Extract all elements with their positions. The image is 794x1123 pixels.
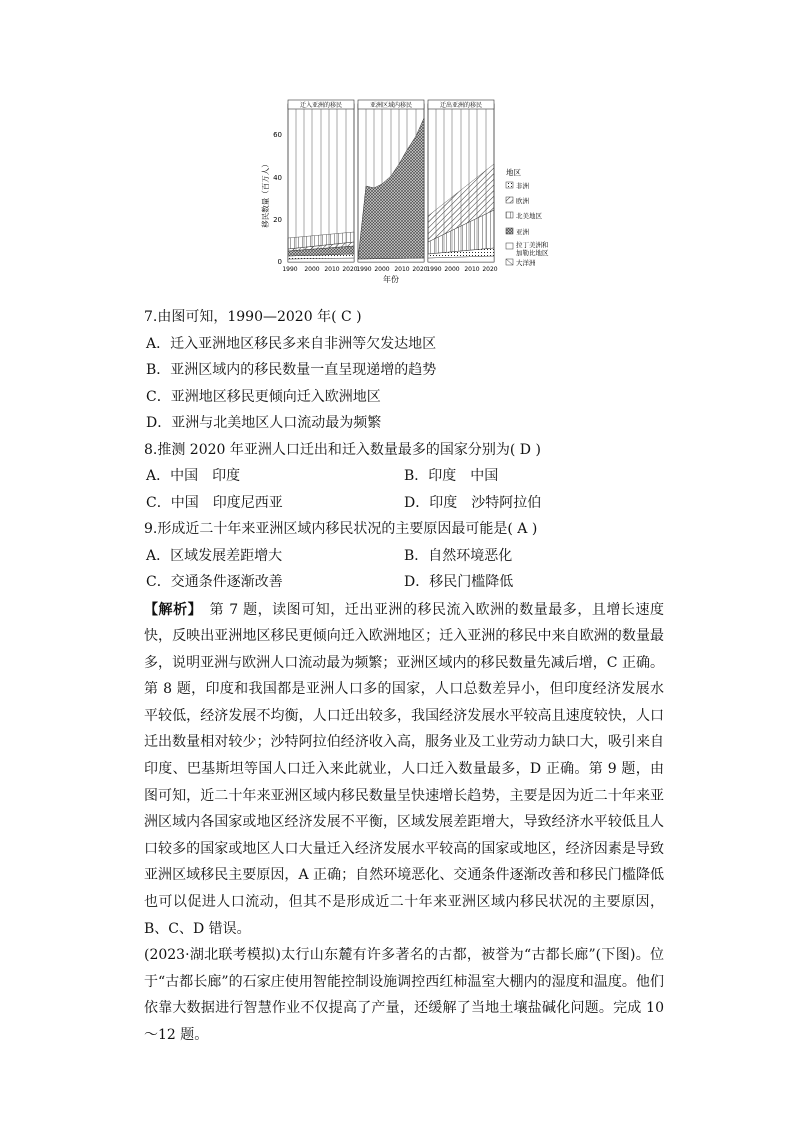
- q9-option-d: D．移民门槛降低: [404, 574, 514, 590]
- panel-title-3: 迁出亚洲的移民: [439, 102, 483, 109]
- legend-north-america: 北美地区: [516, 212, 542, 220]
- q8-option-a: A．中国 印度: [146, 468, 241, 484]
- q7-option-a: A．迁入亚洲地区移民多来自非洲等欠发达地区: [146, 335, 437, 352]
- migration-figure: [258, 98, 578, 298]
- x-tick: 1990: [356, 266, 372, 273]
- q9-option-c: C．交通条件逐渐改善: [146, 574, 283, 590]
- legend-latin-america-1: 拉丁美洲和: [516, 241, 549, 249]
- x-axis-label: 年份: [383, 275, 399, 284]
- migration-chart: [258, 98, 578, 298]
- x-tick: 2010: [394, 266, 410, 273]
- y-tick-20: 20: [273, 216, 282, 224]
- x-tick: 1990: [282, 266, 298, 273]
- q8-option-c: C．中国 印度尼西亚: [146, 494, 283, 511]
- analysis-text: 第 7 题，读图可知，迁出亚洲的移民流入欧洲的数量最多，且增长速度快，反映出亚洲地区移民更倾向迁入欧洲地区；迁入亚洲的移民中来自欧洲的数量最多，说明亚洲与欧洲人口流动最为频繁；亚洲区域内的移民数量先减后增，C 正确。第 8 题，印度和我国都是亚洲人口多的国家，人口总数差异小，但印度经济发展水平较低，经济发展不均衡，人口迁出较多，我国经济发展水平较高且速度较快，人口迁出数量相对较少；沙特阿拉伯经济收入高，服务业及工业劳动力缺口大，吸引来自印度、巴基斯坦等国人口迁入来此就业，人口迁入数量最多，D 正确。第 9 题，由图可知，近二十年来亚洲区域内移民数量呈快速增长趋势，主要是因为近二十年来亚洲区域内各国家或地区经济发展不平衡，区域发展差距增大，导致经济水平较低且人口较多的国家或地区人口大量迁入经济发展水平较高的国家或地区，经济因素是导致亚洲区域移民主要原因，A 正确；自然环境恶化、交通条件逐渐改善和移民门槛降低也可以促进人口流动，但其不是形成近二十年来亚洲区域内移民状况的主要原因，B、C、D 错误。: [144, 601, 665, 937]
- legend-europe: 欧洲: [516, 197, 529, 205]
- analysis-tag: 【解析】: [144, 601, 196, 618]
- q8-options-row-2: [144, 490, 664, 517]
- legend-latin-america-2: 加勒比地区: [516, 249, 549, 257]
- panel-title-2: 亚洲区域内移民: [369, 102, 413, 109]
- q9-stem: 9.形成近二十年来亚洲区域内移民状况的主要原因最可能是( A ): [144, 521, 538, 537]
- q7-stem: 7.由图可知，1990—2020 年( C ): [144, 309, 362, 325]
- q9-option-a: A．区域发展差距增大: [146, 547, 283, 564]
- question-content: [144, 304, 664, 1049]
- analysis-block: [144, 597, 664, 1049]
- x-tick: 2000: [444, 266, 460, 273]
- x-tick: 1990: [426, 266, 442, 273]
- legend-asia: 亚洲: [516, 228, 529, 236]
- x-tick: 2020: [412, 266, 428, 273]
- x-tick: 2010: [464, 266, 480, 273]
- panel-title-1: 迁入亚洲的移民: [299, 102, 343, 109]
- q9-options-row-1: [144, 543, 664, 570]
- y-tick-60: 60: [273, 131, 282, 139]
- y-tick-40: 40: [273, 174, 282, 182]
- q8-options-row-1: [144, 463, 664, 490]
- q9-options-row-2: [144, 569, 664, 596]
- q7-option-b: B．亚洲区域内的移民数量一直呈现递增的趋势: [146, 362, 437, 378]
- next-question-intro: (2023·湖北联考模拟)太行山东麓有许多著名的古都，被誉为“古都长廊”(下图)。位于“古都长廊”的石家庄使用智能控制设施调控西红柿温室大棚内的湿度和温度。他们依靠大数据进行智慧作业不仅提高了产量，还缓解了当地土壤盐碱化问题。完成 10～12 题。: [144, 947, 664, 1043]
- legend-oceania: 大洋洲: [516, 259, 536, 267]
- y-axis-label: 移民数量（百万人）: [261, 160, 270, 228]
- x-tick: 2000: [304, 266, 320, 273]
- q8-option-d: D．印度 沙特阿拉伯: [404, 494, 542, 511]
- analysis-paragraph: [144, 597, 664, 943]
- x-tick: 2000: [374, 266, 390, 273]
- x-tick: 2020: [342, 266, 358, 273]
- x-tick: 2020: [482, 266, 498, 273]
- legend-title: 地区: [506, 168, 521, 177]
- q7-option-d: D．亚洲与北美地区人口流动最为频繁: [146, 415, 382, 431]
- q9-option-b: B．自然环境恶化: [404, 547, 513, 564]
- q8-stem: 8.推测 2020 年亚洲人口迁出和迁入数量最多的国家分别为( D ): [144, 441, 541, 458]
- x-tick: 2010: [324, 266, 340, 273]
- y-tick-0: 0: [277, 258, 282, 266]
- q7-option-c: C．亚洲地区移民更倾向迁入欧洲地区: [146, 388, 381, 405]
- legend-africa: 非洲: [516, 182, 529, 190]
- q8-option-b: B．印度 中国: [404, 468, 499, 484]
